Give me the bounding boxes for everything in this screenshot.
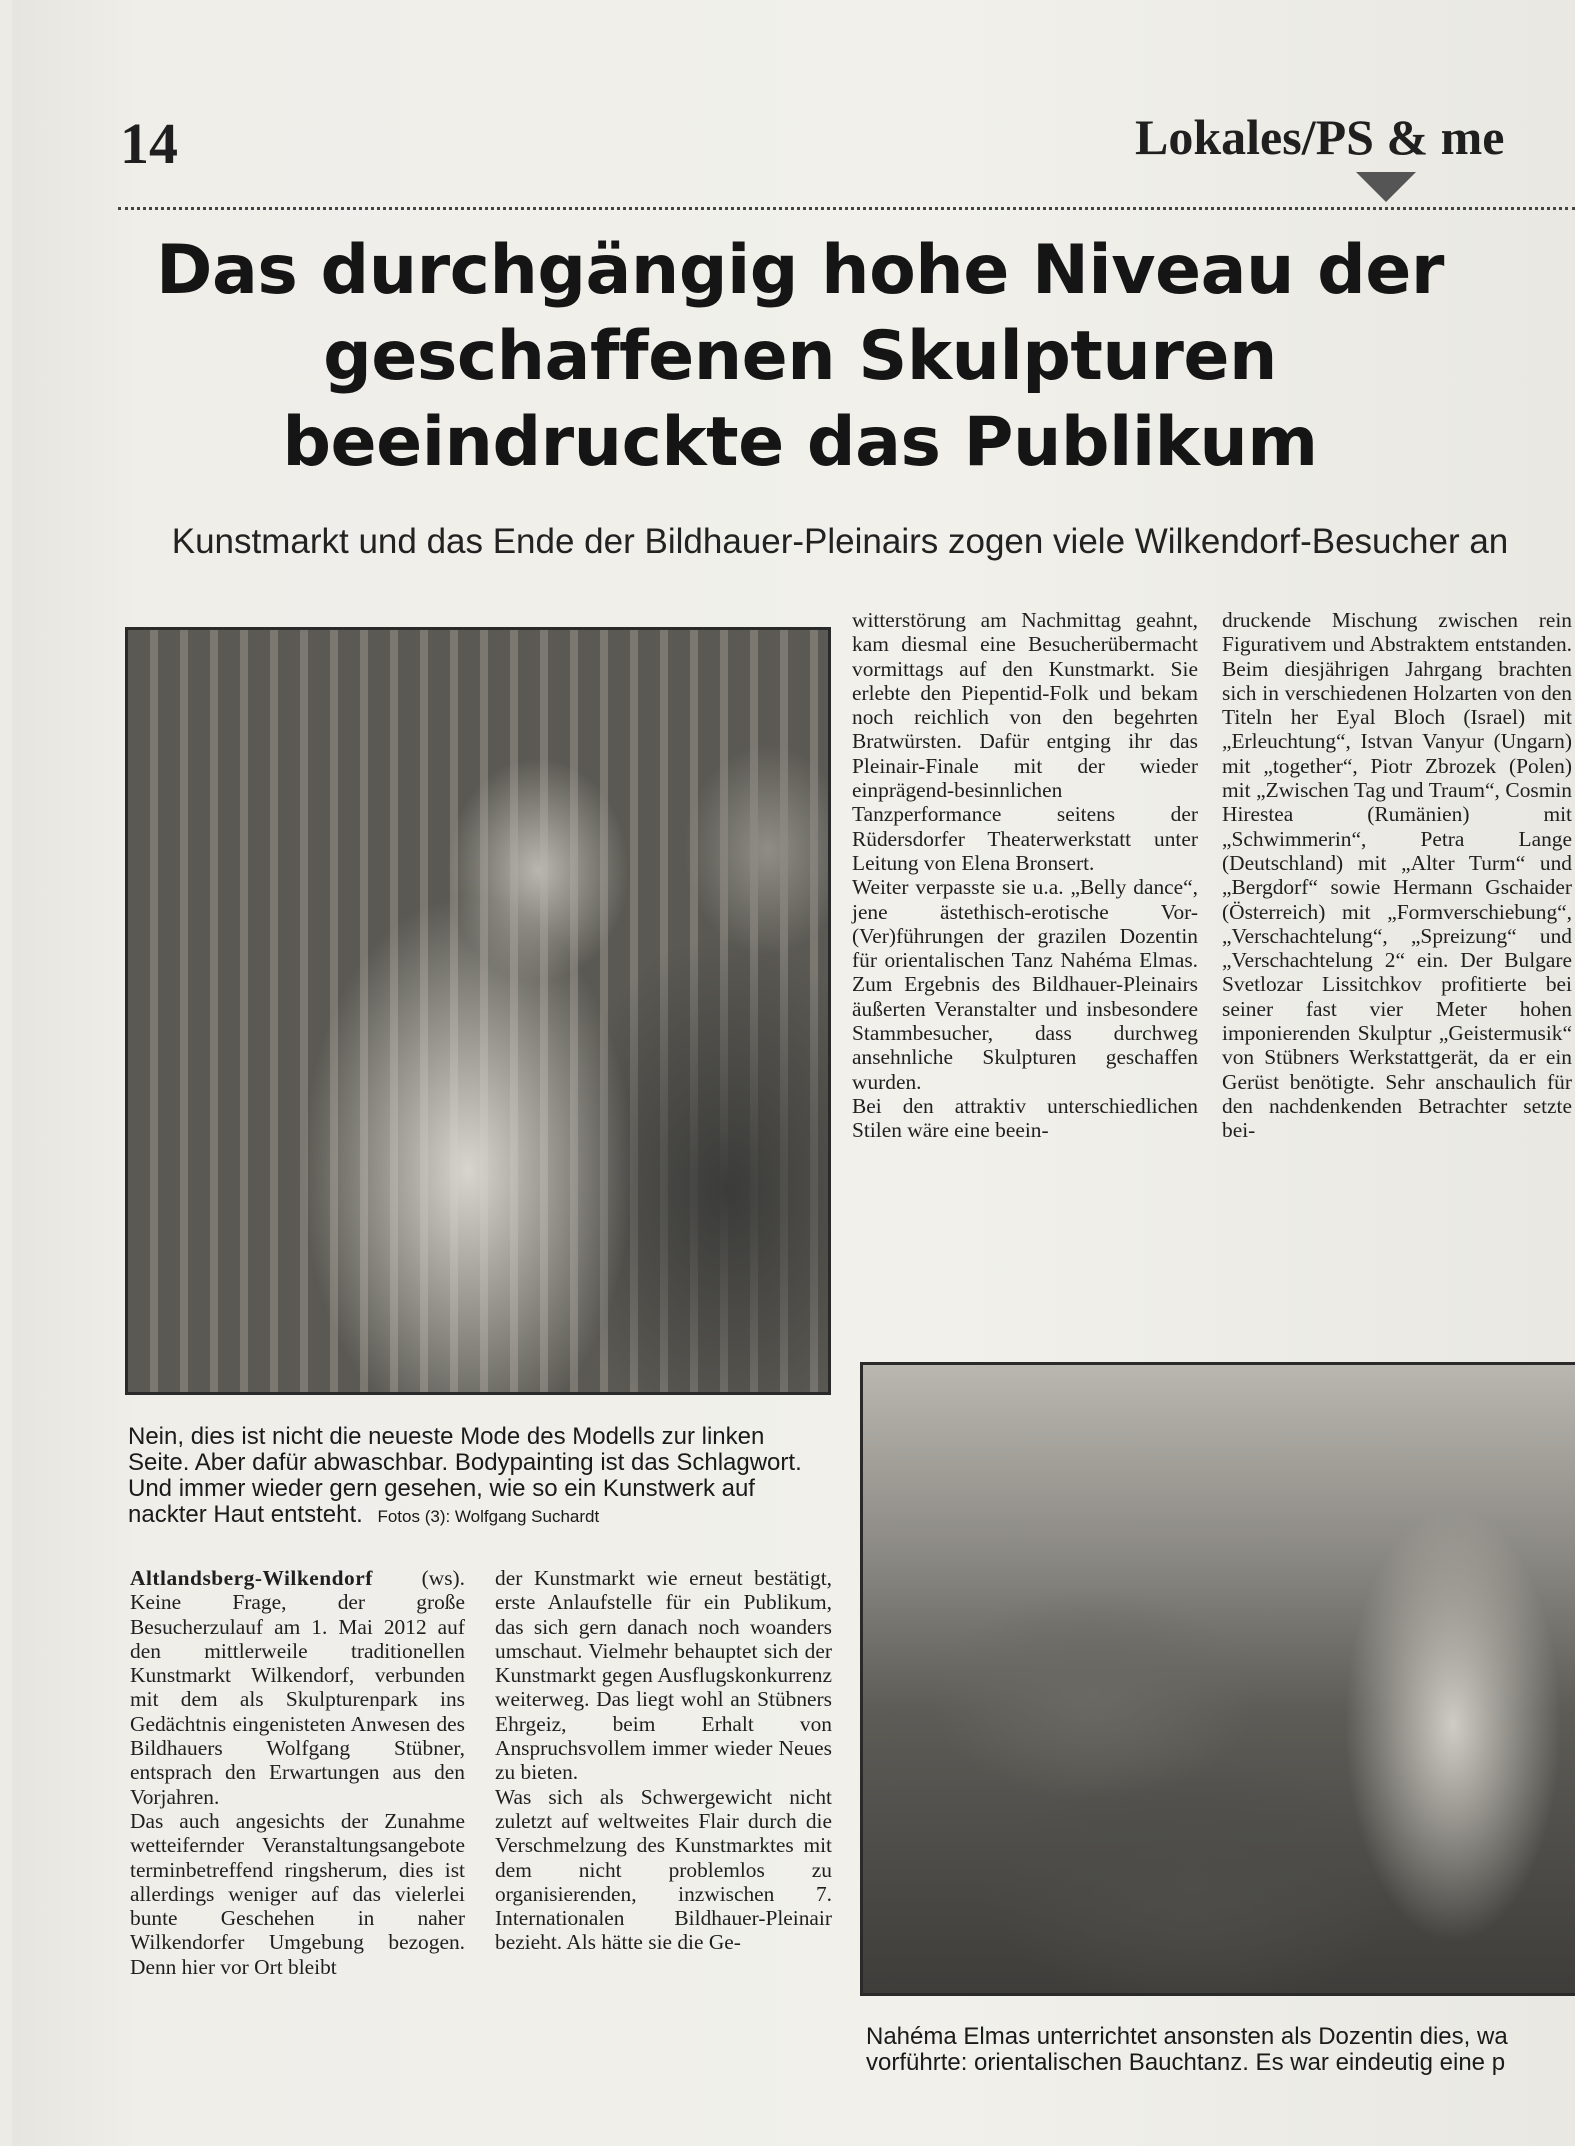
- dateline: Altlandsberg-Wilkendorf: [130, 1566, 373, 1590]
- headline: Das durchgängig hohe Niveau der geschaffenen Skulpturen beeindruckte das Publikum: [156, 231, 1444, 482]
- subheadline: Kunstmarkt und das Ende der Bildhauer-Pleinairs zogen viele Wilkendorf-Besucher an: [171, 522, 1509, 561]
- header-divider: [118, 207, 1575, 210]
- photo-caption-2-line-2: vorführte: orientalischen Bauchtanz. Es war eindeutig eine p: [866, 2049, 1506, 2076]
- photo-caption-1-text: Nein, dies ist nicht die neueste Mode des Modells zur linken Seite. Aber dafür abwaschbar. Bodypainting ist das Schlagwort. Und immer wieder gern gesehen, wie so ein Kunstwerk auf nackter Haut entsteht.: [128, 1423, 802, 1528]
- column-2-paragraph-2: Was sich als Schwergewicht nicht zuletzt auf weltweites Flair durch die Verschmelzung des Kunstmarktes mit dem nicht problemlos zu organisierenden, inzwischen 7. Internationalen Bildhauer-Pleinair bezieht. Als hätte sie die Ge-: [495, 1784, 832, 1955]
- section-arrow-icon: [1356, 172, 1416, 202]
- column-1-paragraph-2: Das auch angesichts der Zunahme wetteifernder Veranstaltungsangebote terminbetreffend ringsherum, dies ist allerdings weniger auf das vielerlei bunte Geschehen in naher Wilkendorfer Umgebung bezogen. Denn hier vor Ort bleibt: [130, 1808, 465, 1979]
- article-column-3: [852, 608, 1198, 1143]
- photo-bodypainting: [125, 627, 831, 1395]
- column-2-paragraph-1: der Kunstmarkt wie erneut bestätigt, erste Anlaufstelle für ein Publikum, das sich gern danach noch woanders umschaut. Vielmehr behauptet sich der Kunstmarkt gegen Ausflugskonkurrenz weiterweg. Das liegt wohl an Stübners Ehrgeiz, beim Erhalt von Anspruchsvollem immer wieder Neues zu bieten.: [495, 1566, 832, 1785]
- photo-credit: Fotos (3): Wolfgang Suchardt: [377, 1507, 600, 1526]
- photo-caption-2-line-1: Nahéma Elmas unterrichtet ansonsten als Dozentin dies, wa: [866, 2024, 1508, 2050]
- column-3-paragraph-1: witterstörung am Nachmittag geahnt, kam diesmal eine Besucherübermacht vormittags auf den Kunstmarkt. Sie erlebte den Piepentid-Folk und bekam noch reichlich von den begehrten Bratwürsten. Dafür entging ihr das Pleinair-Finale mit der wieder einprägend-besinnlichen Tanzperformance seitens der Rüdersdorfer Theaterwerkstatt unter Leitung von Elena Bronsert.: [852, 608, 1198, 875]
- column-1-paragraph-1: (ws). Keine Frage, der große Besucherzulauf am 1. Mai 2012 auf den mittlerweile traditionellen Kunstmarkt Wilkendorf, verbunden mit dem als Skulpturenpark ins Gedächtnis eingenisteten Anwesen des Bildhauers Wolfgang Stübner, entsprach den Erwartungen aus den Vorjahren.: [130, 1566, 465, 1809]
- column-4-paragraph-1: druckende Mischung zwischen rein Figurativem und Abstraktem entstanden. Beim diesjährigen Jahrgang brachten sich in verschiedenen Holzarten von den Titeln her Eyal Bloch (Israel) mit „Erleuchtung“, Istvan Vanyur (Ungarn) mit „together“, Piotr Zbrozek (Polen) mit „Zwischen Tag und Traum“, Cosmin Hirestea (Rumänien) mit „Schwimmerin“, Petra Lange (Deutschland) mit „Alter Turm“ und „Bergdorf“ sowie Hermann Gschaider (Österreich) mit „Formverschiebung“, „Verschachtelung“, „Spreizung“ und „Verschachtelung 2“ ein. Der Bulgare Svetlozar Lissitchkov profitierte bei seiner fast vier Meter hohen imponierenden Skulptur „Geistermusik“ von Stübners Werkstattgerät, da er ein Gerüst benötigte. Sehr anschaulich für den nachdenkenden Betrachter setzte bei-: [1222, 608, 1572, 1143]
- photo-belly-dance: [860, 1362, 1575, 1996]
- column-3-paragraph-2: Weiter verpasste sie u.a. „Belly dance“, jene ästethisch-erotische Vor-(Ver)führungen der grazilen Dozentin für orientalischen Tanz Nahéma Elmas. Zum Ergebnis des Bildhauer-Pleinairs äußerten Veranstalter und insbesondere Stammbesucher, dass durchweg ansehnliche Skulpturen geschaffen wurden.: [852, 875, 1198, 1094]
- page-number: 14: [120, 111, 178, 176]
- article-column-1: [130, 1566, 465, 1979]
- column-3-paragraph-3: Bei den attraktiv unterschiedlichen Stilen wäre eine beein-: [852, 1093, 1198, 1143]
- photo-caption-2: [866, 2024, 1575, 2076]
- section-label: Lokales/PS & me: [1135, 109, 1505, 165]
- article-column-2: [495, 1566, 832, 1955]
- article-column-4: [1222, 608, 1572, 1143]
- photo-caption-1: [128, 1424, 828, 1530]
